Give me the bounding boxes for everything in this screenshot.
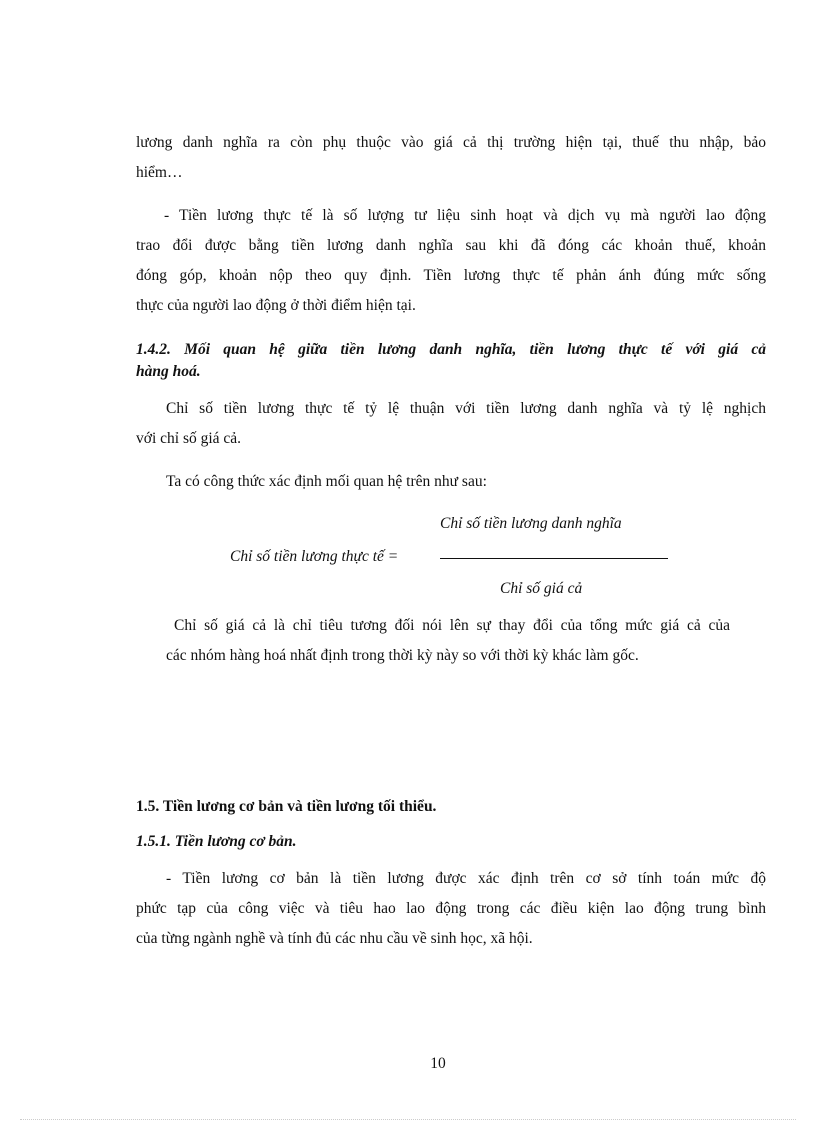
paragraph-6-line-3: của từng ngành nghề và tính đủ các nhu cầu về sinh học, xã hội.	[136, 930, 533, 947]
paragraph-4-line: Ta có công thức xác định mối quan hệ trên như sau:	[166, 473, 487, 490]
paragraph-2-line-3: đóng góp, khoản nộp theo quy định. Tiền lương thực tế phản ánh đúng mức sống	[136, 267, 766, 284]
heading-1-4-2-line-1: 1.4.2. Mối quan hệ giữa tiền lương danh nghĩa, tiền lương thực tế với giá cả	[136, 341, 766, 358]
paragraph-4	[166, 467, 766, 497]
formula-denominator: Chỉ số giá cả	[500, 580, 583, 597]
paragraph-1	[136, 128, 766, 188]
page-bottom-rule	[20, 1119, 796, 1120]
formula-fraction-bar	[440, 558, 668, 559]
heading-1-5: 1.5. Tiền lương cơ bản và tiền lương tối thiểu.	[136, 798, 437, 815]
paragraph-2-line-1: - Tiền lương thực tế là số lượng tư liệu sinh hoạt và dịch vụ mà người lao động	[164, 207, 766, 224]
paragraph-2	[136, 201, 766, 321]
paragraph-3	[136, 394, 766, 454]
paragraph-5-line-1: Chỉ số giá cả là chỉ tiêu tương đối nói lên sự thay đổi của tổng mức giá cả của	[174, 617, 730, 634]
heading-1-5-1: 1.5.1. Tiền lương cơ bản.	[136, 833, 297, 850]
paragraph-3-line-2: với chỉ số giá cả.	[136, 430, 242, 447]
paragraph-6-line-1: - Tiền lương cơ bản là tiền lương được xác định trên cơ sở tính toán mức độ	[166, 870, 766, 887]
paragraph-6	[136, 864, 766, 954]
paragraph-3-line-1: Chỉ số tiền lương thực tế tỷ lệ thuận với tiền lương danh nghĩa và tỷ lệ nghịch	[166, 400, 766, 417]
paragraph-1-line-1: lương danh nghĩa ra còn phụ thuộc vào giá cả thị trường hiện tại, thuế thu nhập, bảo	[136, 134, 766, 151]
paragraph-6-line-2: phức tạp của công việc và tiêu hao lao động trong các điều kiện lao động trung bình	[136, 900, 766, 917]
page-number: 10	[430, 1055, 446, 1072]
paragraph-5-line-2: các nhóm hàng hoá nhất định trong thời kỳ này so với thời kỳ khác làm gốc.	[166, 647, 639, 664]
heading-1-4-2	[136, 339, 766, 383]
paragraph-1-line-2: hiểm…	[136, 164, 183, 181]
paragraph-2-line-4: thực của người lao động ở thời điểm hiện tại.	[136, 297, 416, 314]
heading-1-4-2-line-2: hàng hoá.	[136, 363, 201, 380]
formula-lhs: Chỉ số tiền lương thực tế =	[230, 548, 399, 565]
paragraph-2-line-2: trao đổi được bằng tiền lương danh nghĩa sau khi đã đóng các khoản thuế, khoản	[136, 237, 766, 254]
formula-numerator: Chỉ số tiền lương danh nghĩa	[440, 515, 622, 532]
paragraph-5	[166, 611, 730, 671]
